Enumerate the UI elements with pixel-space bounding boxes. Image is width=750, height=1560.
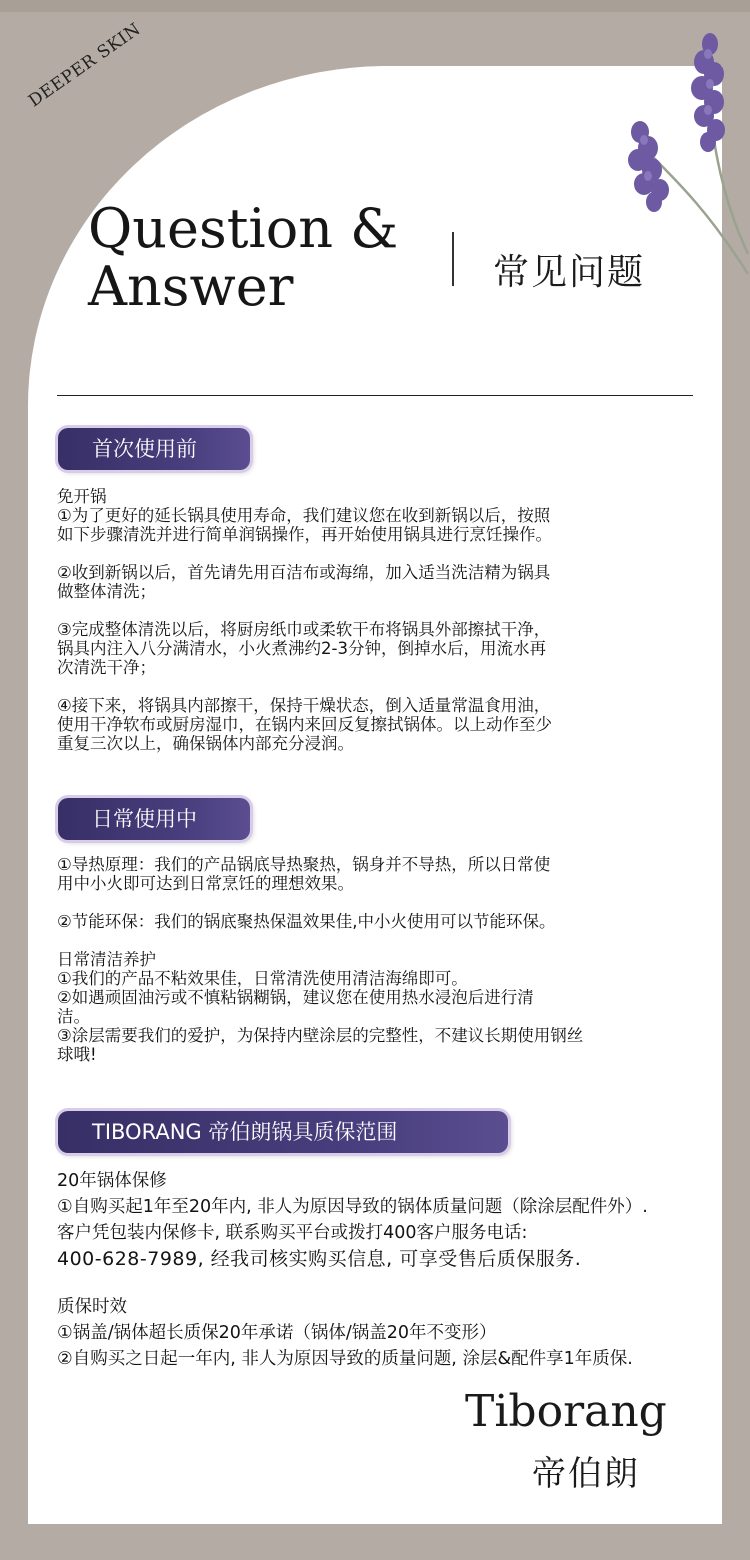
- qa-title-cn: 常见问题: [493, 252, 646, 293]
- brand-name-cn: 帝伯朗: [532, 1454, 640, 1494]
- corner-label: DEEPER SKIN: [25, 19, 145, 112]
- text-line: 免开锅: [57, 487, 107, 506]
- section-heading-first-use: 首次使用前: [58, 428, 250, 470]
- qa-title: [88, 197, 399, 318]
- header-rule: [57, 395, 693, 396]
- text-line: ①锅盖/锅体超长质保20年承诺（锅体/锅盖20年不变形）: [57, 1323, 497, 1343]
- text-line: ②收到新锅以后，首先请先用百洁布或海绵，加入适当洗洁精为锅具: [57, 563, 551, 582]
- brand-name-en: Tiborang: [465, 1386, 667, 1437]
- text-line: ④接下来，将锅具内部擦干，保持干燥状态，倒入适量常温食用油，: [57, 696, 551, 715]
- text-line: 球哦!: [57, 1045, 97, 1064]
- qa-title-line2: Answer: [88, 255, 294, 318]
- title-divider: [452, 232, 454, 286]
- text-line: ①导热原理：我们的产品锅底导热聚热，锅身并不导热，所以日常使: [57, 855, 551, 874]
- text-line: 做整体清洗；: [57, 582, 156, 601]
- text-line: 次清洗干净；: [57, 658, 156, 677]
- warranty-text: [57, 1168, 707, 1372]
- text-line: 用中小火即可达到日常烹饪的理想效果。: [57, 874, 354, 893]
- text-line: ③完成整体清洗以后，将厨房纸巾或柔软干布将锅具外部擦拭干净，: [57, 620, 551, 639]
- text-line: 洁。: [57, 1007, 90, 1026]
- text-line: 质保时效: [57, 1297, 127, 1317]
- first-use-text: [57, 487, 697, 753]
- text-line: 日常清洁养护: [57, 950, 156, 969]
- section-heading-daily-use: 日常使用中: [58, 798, 250, 840]
- phone-line: 400-628-7989, 经我司核实购买信息, 可享受售后质保服务.: [57, 1248, 582, 1270]
- text-line: ②节能环保：我们的锅底聚热保温效果佳,中小火使用可以节能环保。: [57, 912, 556, 931]
- text-line: ①自购买起1年至20年内, 非人为原因导致的锅体质量问题（除涂层配件外）.: [57, 1197, 648, 1217]
- top-band: [0, 0, 750, 12]
- daily-use-text: [57, 855, 697, 1064]
- text-line: 如下步骤清洗并进行简单润锅操作，再开始使用锅具进行烹饪操作。: [57, 525, 552, 544]
- text-line: ②如遇顽固油污或不慎粘锅糊锅，建议您在使用热水浸泡后进行清: [57, 988, 534, 1007]
- text-line: ①我们的产品不粘效果佳，日常清洗使用清洁海绵即可。: [57, 969, 468, 988]
- text-line: ①为了更好的延长锅具使用寿命，我们建议您在收到新锅以后，按照: [57, 506, 551, 525]
- section-heading-warranty: TIBORANG 帝伯朗锅具质保范围: [58, 1111, 508, 1153]
- text-line: 重复三次以上，确保锅体内部充分浸润。: [57, 734, 354, 753]
- text-line: ③涂层需要我们的爱护，为保持内壁涂层的完整性，不建议长期使用钢丝: [57, 1026, 584, 1045]
- text-line: 20年锅体保修: [57, 1171, 167, 1191]
- qa-title-line1: Question &: [88, 197, 399, 260]
- text-line: 使用干净软布或厨房湿巾，在锅内来回反复擦拭锅体。以上动作至少: [57, 715, 552, 734]
- text-line: ②自购买之日起一年内, 非人为原因导致的质量问题, 涂层&配件享1年质保.: [57, 1349, 633, 1369]
- text-line: 客户凭包装内保修卡, 联系购买平台或拨打400客户服务电话:: [57, 1223, 528, 1243]
- text-line: 锅具内注入八分满清水，小火煮沸约2-3分钟，倒掉水后，用流水再: [57, 639, 546, 658]
